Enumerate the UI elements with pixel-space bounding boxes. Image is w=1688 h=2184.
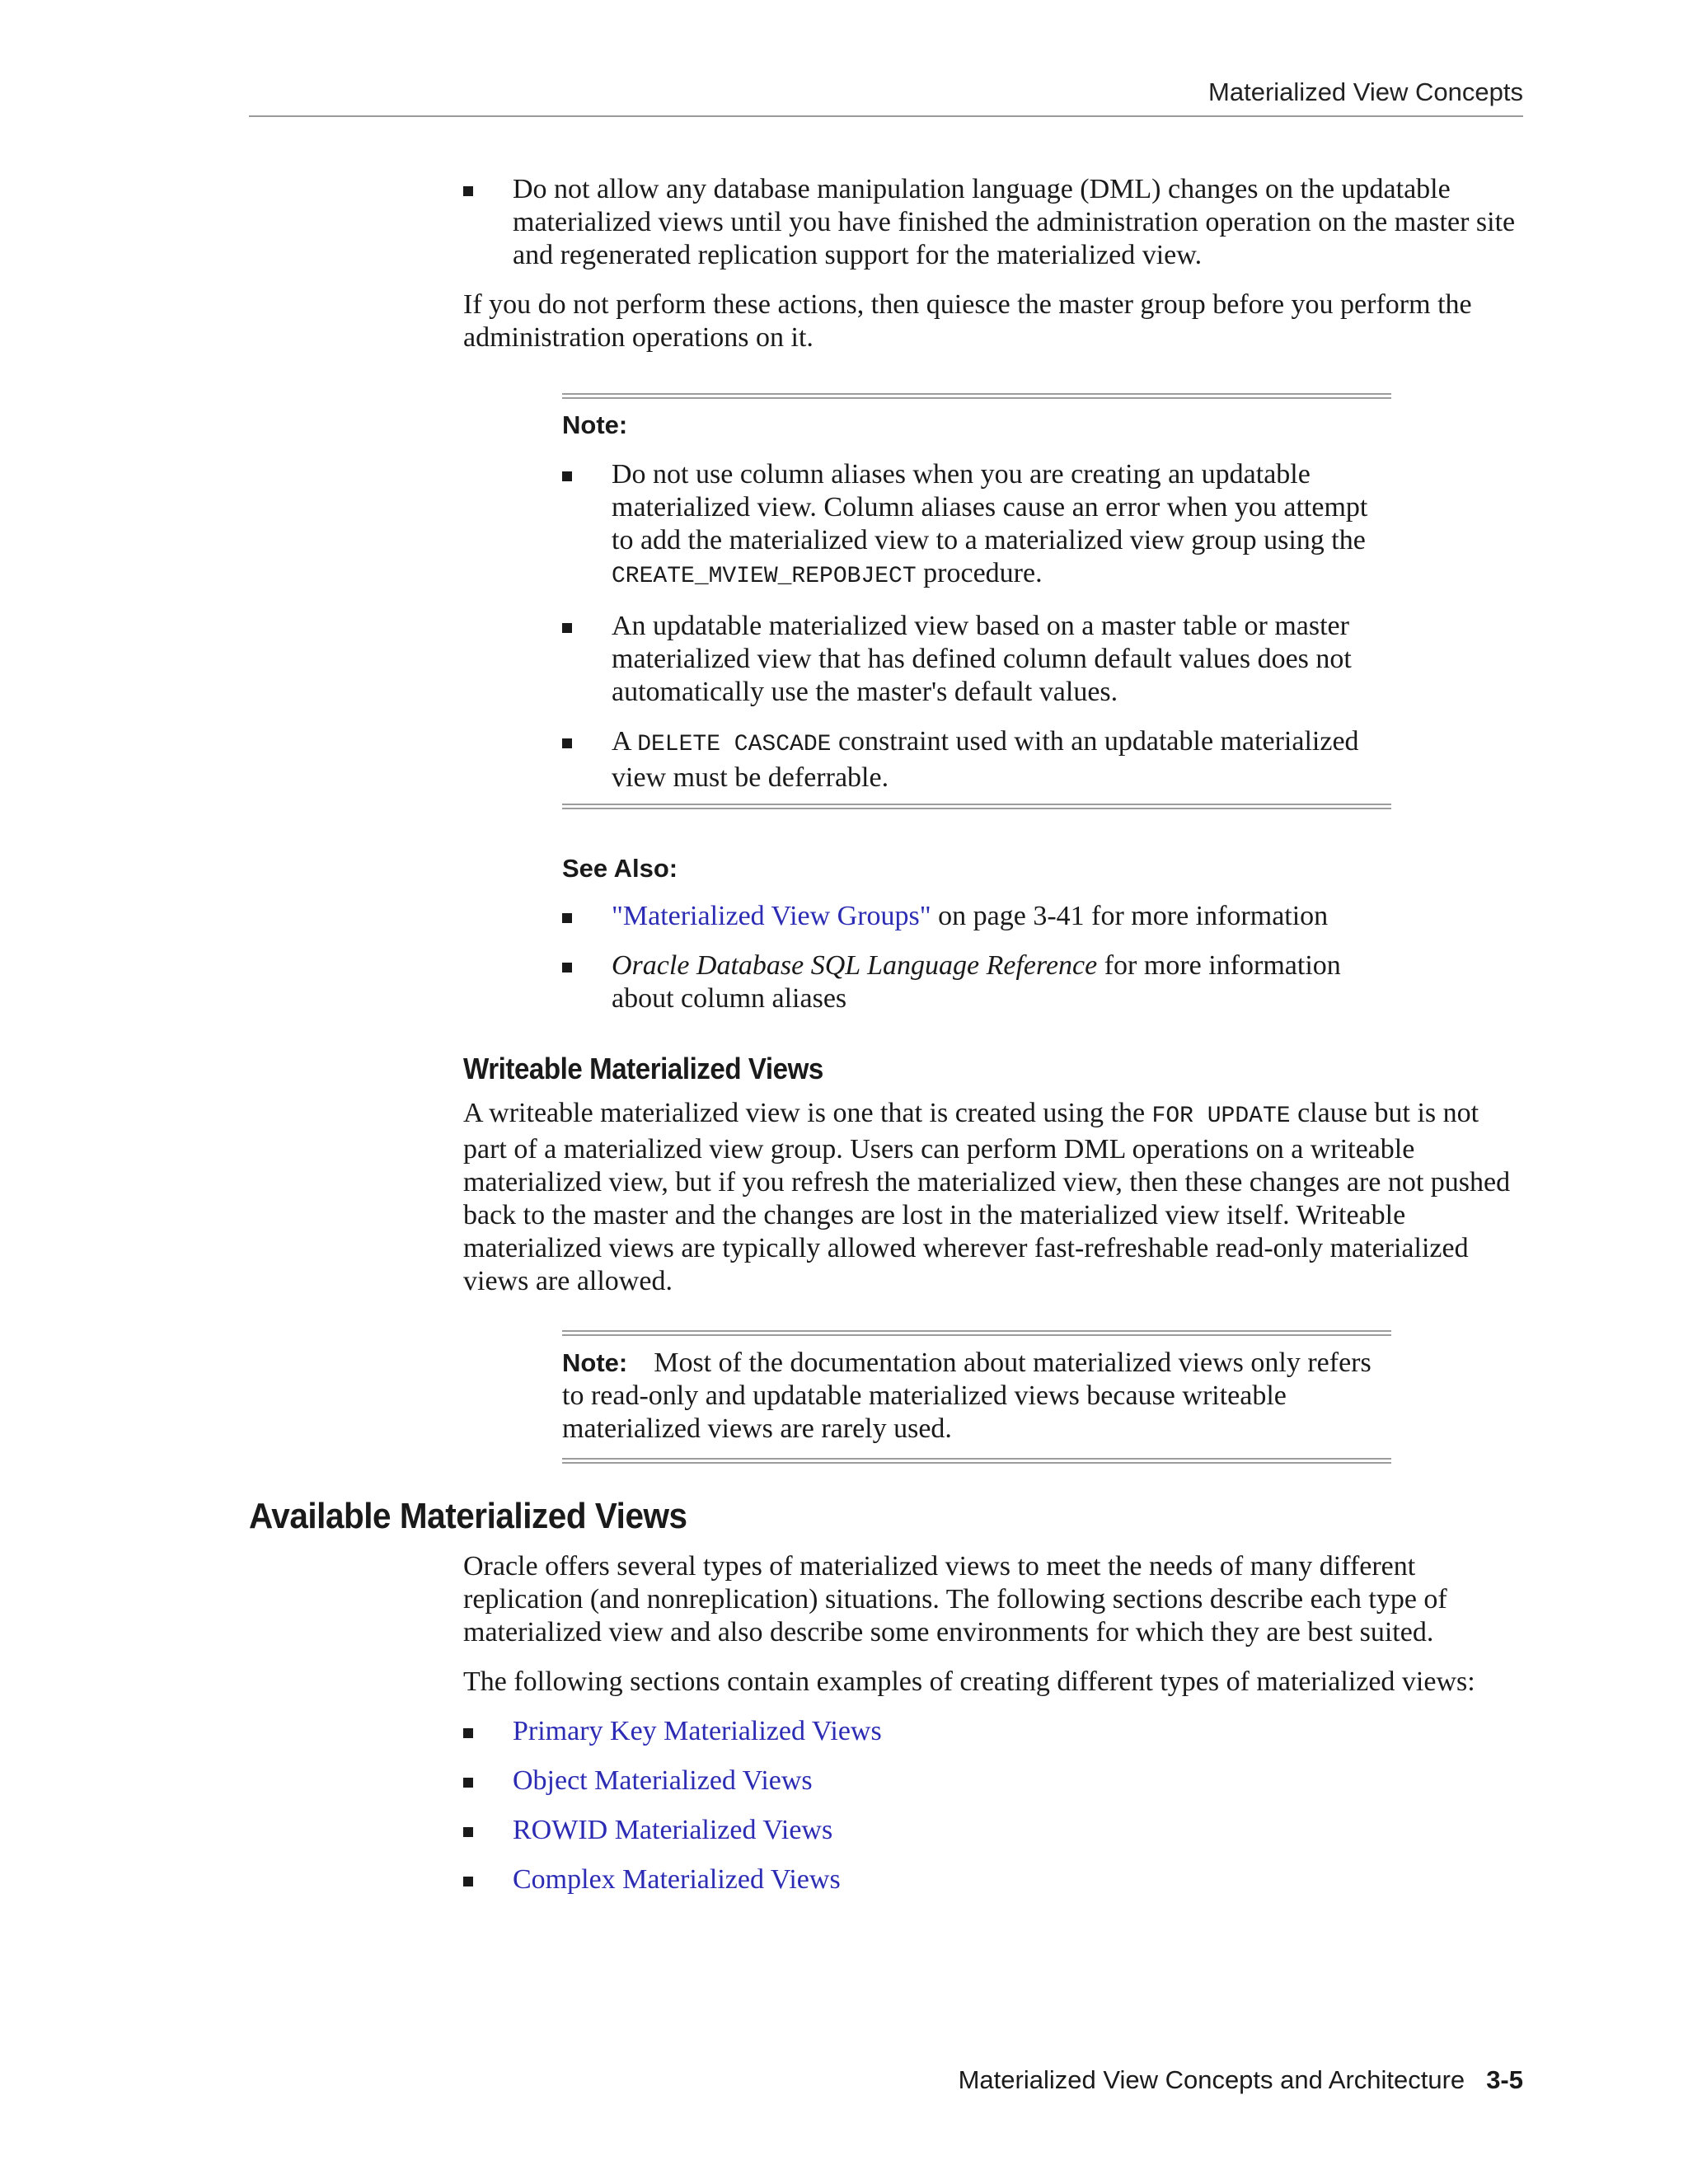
bullet-icon [562,913,572,923]
list-item [463,1863,1526,1896]
note-item-text: A [612,726,638,757]
list-item [463,1814,1526,1847]
note-top-rule [562,393,1391,399]
note-bottom-rule [562,1458,1391,1464]
bullet-icon [463,1778,473,1788]
header-rule [249,115,1523,117]
link-primary-key-materialized-views[interactable]: Primary Key Materialized Views [513,1716,882,1746]
see-also-text: for more information about column aliases [612,950,1341,1014]
note-item-text: constraint used with an updatable materialized view must be deferrable. [612,726,1359,793]
bullet-icon [463,1827,473,1837]
list-item [463,1715,1526,1748]
writeable-section [463,1097,1526,1298]
intro-list [463,173,1526,272]
writeable-paragraph [463,1097,1526,1298]
code-text: FOR UPDATE [1151,1104,1291,1129]
writeable-text: clause but is not part of a materialized view group. Users can perform DML operations on a writeable materialized view, but if you refresh the materialized view, then these changes are not pushed back to the master and the changes are lost in the materialized view itself. Writeable materialized views are typically allowed wherever fast-refreshable read-only materialized views are allowed. [463,1098,1511,1296]
available-paragraph-2: The following sections contain examples of creating different types of materialized views: [463,1666,1475,1697]
section-heading-writeable: Writeable Materialized Views [463,1052,823,1085]
bullet-icon [463,1877,473,1886]
note-list [562,458,1391,794]
see-also-text: on page 3-41 for more information [931,901,1329,931]
note-item-text: An updatable materialized view based on a master table or master materialized view that has defined column default values does not automatically use the master's default values. [612,611,1352,707]
bullet-icon [562,738,572,748]
list-item [562,458,1391,593]
bullet-icon [463,186,473,196]
bullet-icon [562,623,572,633]
bullet-icon [463,1728,473,1738]
running-header: Materialized View Concepts [1208,77,1523,106]
footer-title: Materialized View Concepts and Architecture [958,2065,1465,2094]
note-text: Most of the documentation about materialized views only refers to read-only and updatable materialized views because writeable materialized views are rarely used. [562,1347,1372,1444]
book-title: Oracle Database SQL Language Reference [612,950,1098,981]
list-item [463,173,1526,272]
bullet-icon [562,963,572,972]
intro-paragraph: If you do not perform these actions, then quiesce the master group before you perform the administration operations on it. [463,289,1472,353]
note-paragraph [562,1347,1391,1446]
note-item-text: procedure. [916,558,1043,588]
list-item [562,949,1391,1015]
link-complex-materialized-views[interactable]: Complex Materialized Views [513,1864,841,1895]
list-item [562,725,1391,794]
link-object-materialized-views[interactable]: Object Materialized Views [513,1765,813,1796]
list-item [562,610,1391,709]
available-section [463,1550,1526,1913]
writeable-text: A writeable materialized view is one that is created using the [463,1098,1152,1128]
page-number: 3-5 [1486,2065,1523,2094]
note-bottom-rule [562,804,1391,809]
note-label: Note: [562,1348,628,1377]
intro-bullet-text: Do not allow any database manipulation language (DML) changes on the updatable materialized views until you have finished the administration operation on the master site and regenerated replication support for the materialized view. [513,174,1516,270]
link-rowid-materialized-views[interactable]: ROWID Materialized Views [513,1815,833,1845]
code-text: CREATE_MVIEW_REPOBJECT [612,564,917,589]
running-footer [249,2064,1523,2097]
available-links-list [463,1715,1526,1896]
section-heading-available: Available Materialized Views [249,1496,687,1536]
intro-section [463,173,1526,354]
note-label: Note: [562,410,628,439]
see-also-list [562,900,1391,1015]
list-item [463,1765,1526,1797]
code-text: DELETE CASCADE [637,732,832,757]
available-paragraph-1: Oracle offers several types of materialized views to meet the needs of many different replication (and nonreplication) situations. The following sections describe each type of materialized view and also describe some environments for which they are best suited. [463,1551,1447,1647]
bullet-icon [562,471,572,481]
note-box [562,405,1391,811]
list-item [562,900,1391,933]
link-materialized-view-groups[interactable]: "Materialized View Groups" [612,901,931,931]
note-top-rule [562,1330,1391,1336]
see-also-box [562,849,1391,1032]
note-box-2 [562,1347,1391,1446]
see-also-label: See Also: [562,854,678,883]
note-item-text: Do not use column aliases when you are creating an updatable materialized view. Column aliases cause an error when you attempt to add the materialized view to a materialized view group using the [612,459,1368,555]
